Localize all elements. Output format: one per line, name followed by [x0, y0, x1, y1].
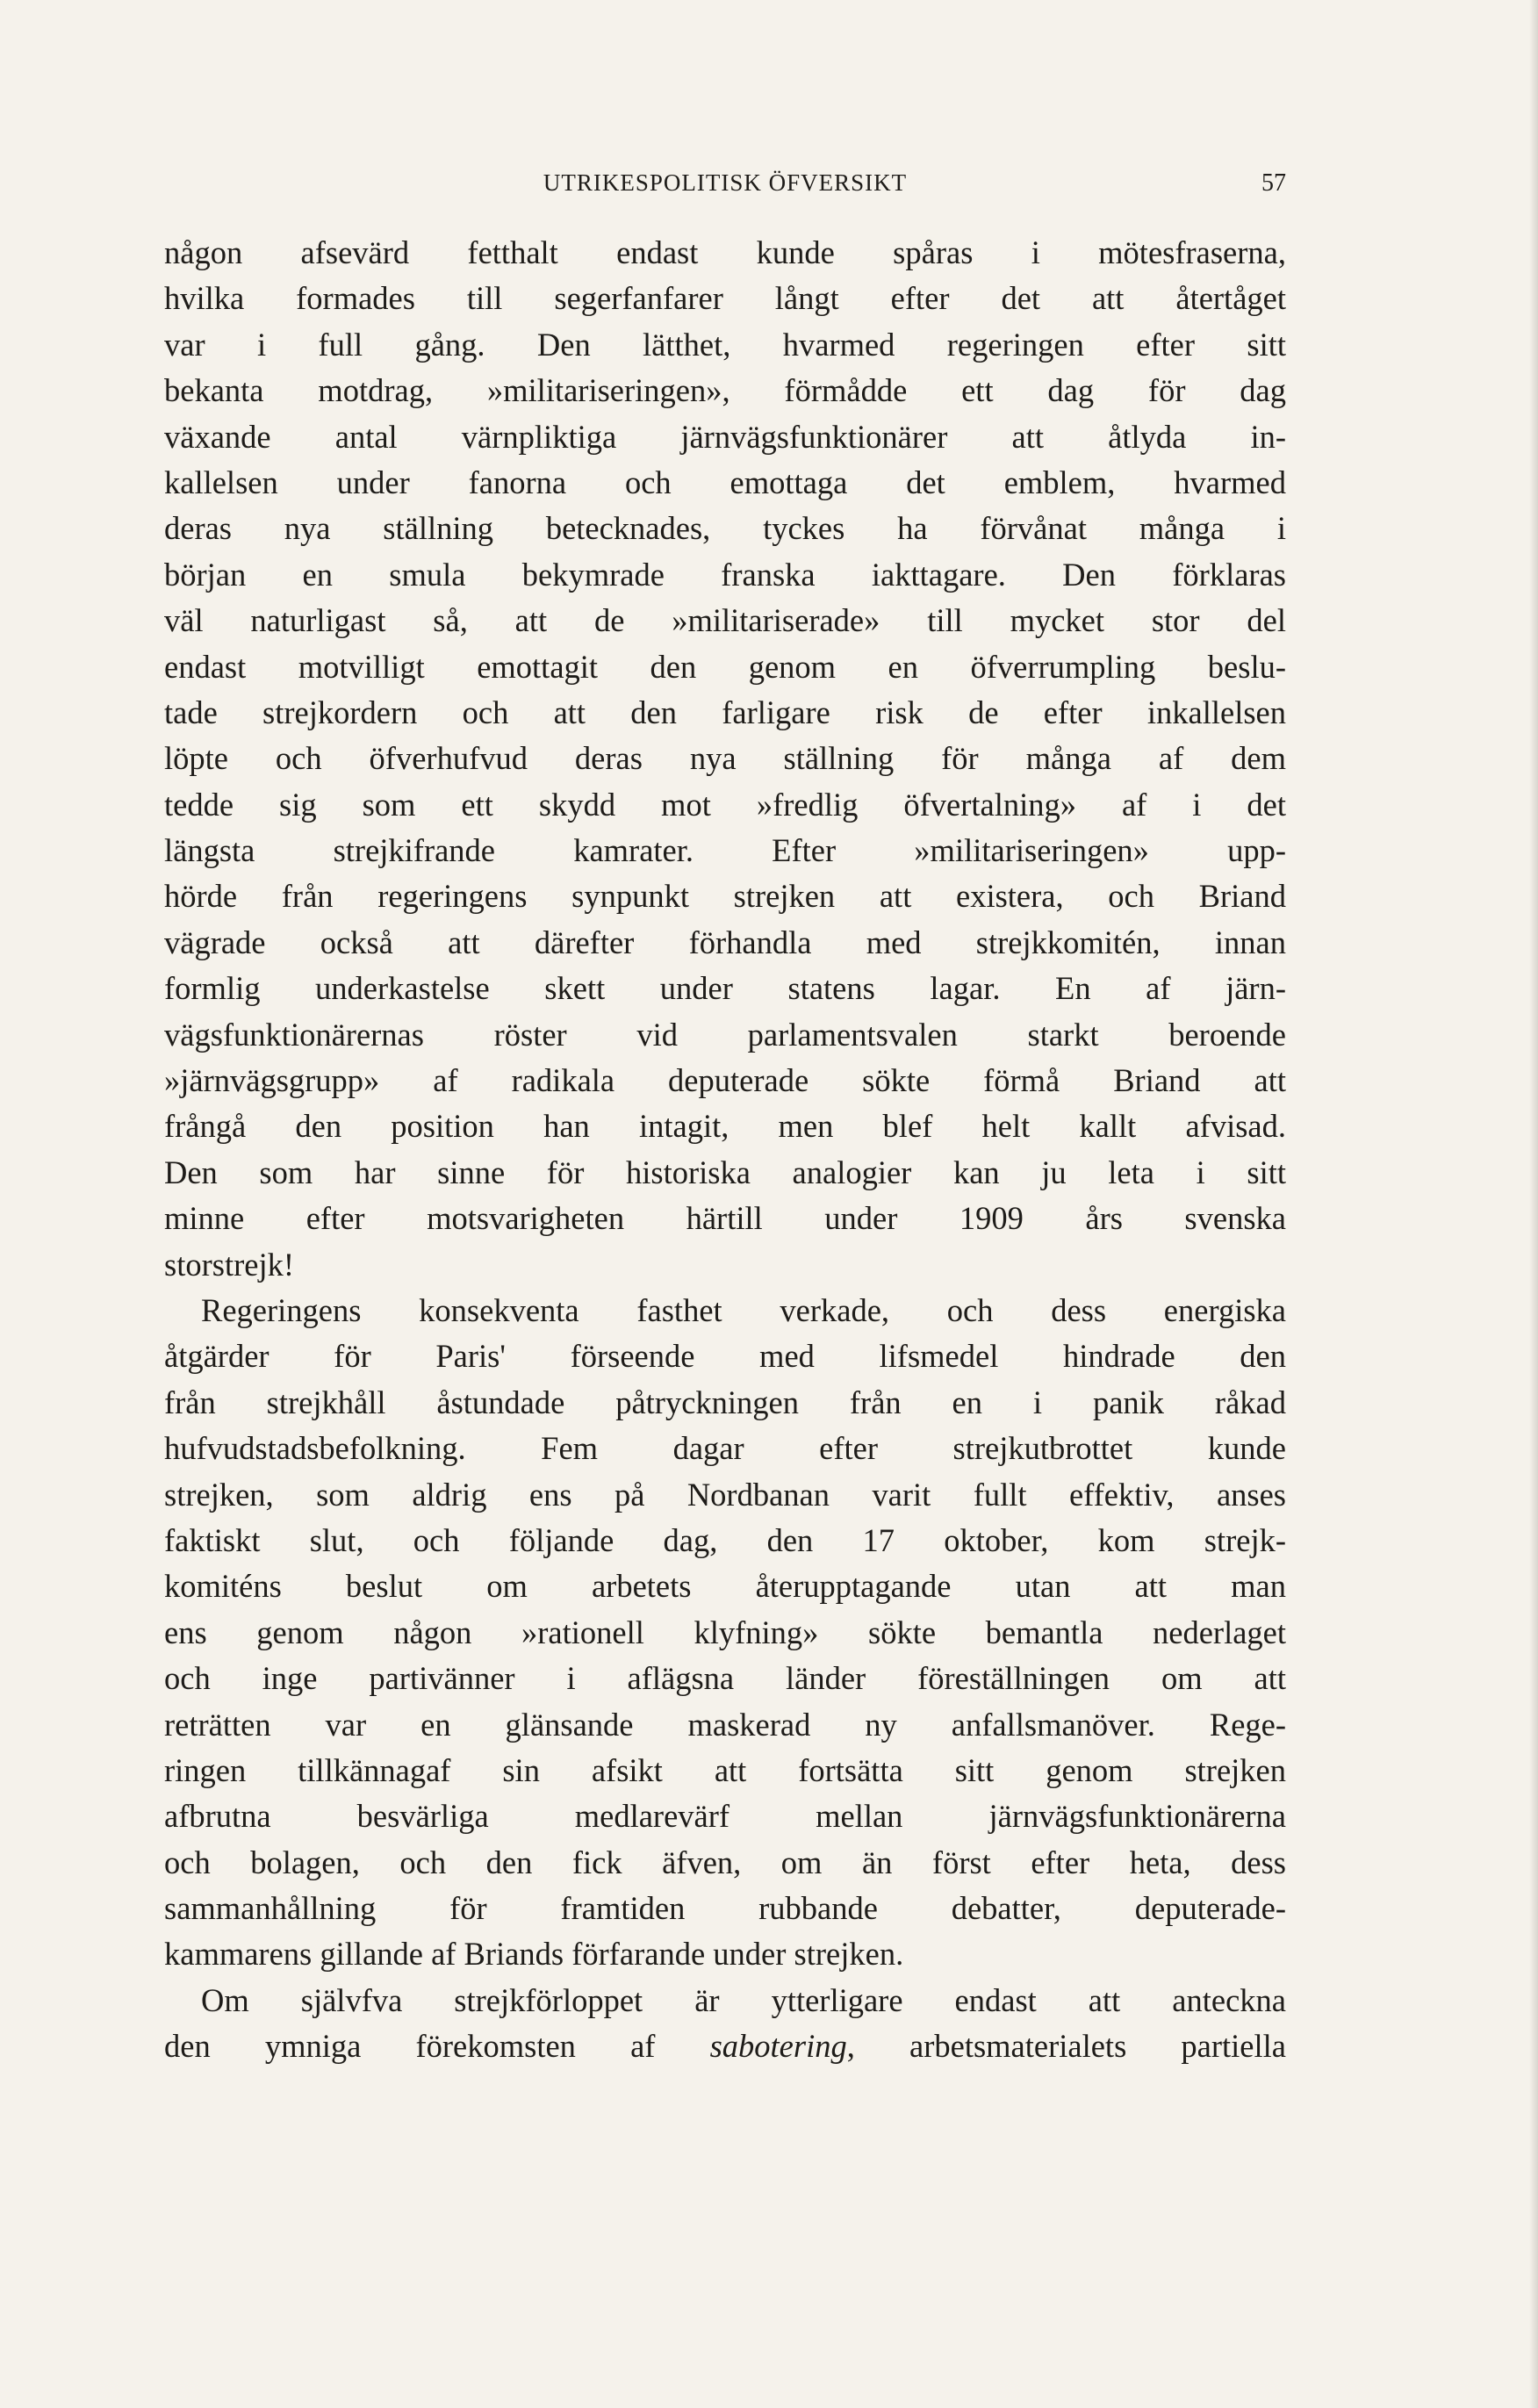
text-line: någon afsevärd fetthalt endast kunde spåras i mötesfraserna, [164, 234, 1286, 270]
text-line: växande antal värnpliktiga järnvägsfunktionärer att åtlyda in- [164, 418, 1286, 455]
text-line: faktiskt slut, och följande dag, den 17 oktober, kom strejk- [164, 1521, 1286, 1558]
text-line: åtgärder för Paris' förseende med lifsmedel hindrade den [164, 1338, 1286, 1375]
text-line: afbrutna besvärliga medlarevärf mellan järnvägsfunktionärerna [164, 1798, 1286, 1835]
text-line [164, 2023, 1286, 2069]
text-line: »järnvägsgrupp» af radikala deputerade sökte förmå Briand att [164, 1062, 1286, 1099]
running-title: UTRIKESPOLITISK ÖFVERSIKT [543, 169, 908, 196]
text-line: hvilka formades till segerfanfarer långt efter det att återtåget [164, 280, 1286, 317]
text-line: formlig underkastelse skett under statens lagar. En af järn- [164, 970, 1286, 1007]
text-line: deras nya ställning betecknades, tyckes ha förvånat många i [164, 510, 1286, 547]
text-line: Den som har sinne för historiska analogier kan ju leta i sitt [164, 1154, 1286, 1190]
text-line: komiténs beslut om arbetets återupptagande utan att man [164, 1568, 1286, 1605]
text-line: ens genom någon »rationell klyfning» sökte bemantla nederlaget [164, 1614, 1286, 1650]
text-line: minne efter motsvarigheten härtill under 1909 års svenska [164, 1200, 1286, 1237]
text-line: endast motvilligt emottagit den genom en öfverrumpling beslu- [164, 648, 1286, 685]
text-line: sammanhållning för framtiden rubbande debatter, deputerade- [164, 1890, 1286, 1927]
text-line: och inge partivänner i aflägsna länder föreställningen om att [164, 1660, 1286, 1697]
text-line: var i full gång. Den lätthet, hvarmed regeringen efter sitt [164, 326, 1286, 363]
text-line: hörde från regeringens synpunkt strejken att existera, och Briand [164, 878, 1286, 915]
text-line: storstrejk! [164, 1246, 294, 1283]
text-line: kallelsen under fanorna och emottaga det emblem, hvarmed [164, 464, 1286, 500]
italic-term: sabotering [709, 2028, 847, 2065]
page-edge-shadow [1529, 0, 1538, 2408]
text-line: ringen tillkännagaf sin afsikt att fortsätta sitt genom strejken [164, 1751, 1286, 1788]
text-line: och bolagen, och den fick äfven, om än först efter heta, dess [164, 1844, 1286, 1880]
text-line: början en smula bekymrade franska iakttagare. Den förklaras [164, 556, 1286, 593]
text-line: längsta strejkifrande kamrater. Efter »militariseringen» upp- [164, 832, 1286, 869]
text-line: löpte och öfverhufvud deras nya ställning för många af dem [164, 740, 1286, 777]
text-line: vägsfunktionärernas röster vid parlamentsvalen starkt beroende [164, 1016, 1286, 1053]
page-header [164, 169, 1286, 205]
text-line: Regeringens konsekventa fasthet verkade, och dess energiska [201, 1291, 1286, 1328]
text-line: reträtten var en glänsande maskerad ny anfallsmanöver. Rege- [164, 1706, 1286, 1743]
body-text [164, 230, 1286, 2070]
text-line: tade strejkordern och att den farligare risk de efter inkallelsen [164, 694, 1286, 730]
page-number: 57 [1261, 169, 1286, 197]
text-line: Om självfva strejkförloppet är ytterligare endast att anteckna [201, 1981, 1286, 2018]
text-line: väl naturligast så, att de »militariserade» till mycket stor del [164, 602, 1286, 639]
text-segment: , arbetsmaterialets partiella [846, 2028, 1286, 2065]
text-line: bekanta motdrag, »militariseringen», förmådde ett dag för dag [164, 372, 1286, 409]
text-line: vägrade också att därefter förhandla med strejkkomitén, innan [164, 924, 1286, 960]
text-line: frångå den position han intagit, men blef helt kallt afvisad. [164, 1108, 1286, 1145]
text-segment: den ymniga förekomsten af [164, 2028, 710, 2065]
text-line: hufvudstadsbefolkning. Fem dagar efter strejkutbrottet kunde [164, 1430, 1286, 1467]
text-line: tedde sig som ett skydd mot »fredlig öfvertalning» af i det [164, 786, 1286, 823]
text-line: från strejkhåll åstundade påtryckningen från en i panik råkad [164, 1384, 1286, 1420]
text-line: kammarens gillande af Briands förfarande under strejken. [164, 1936, 904, 1973]
text-line: strejken, som aldrig ens på Nordbanan varit fullt effektiv, anses [164, 1476, 1286, 1513]
